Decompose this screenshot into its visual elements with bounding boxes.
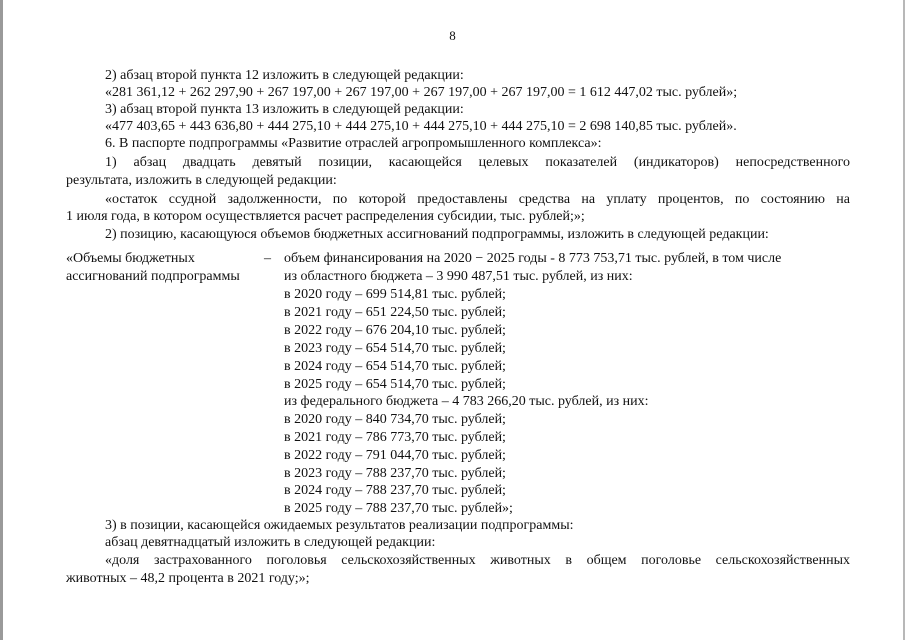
table-row: в 2024 году – 788 237,70 тыс. рублей; [284, 483, 506, 498]
section-heading: 6. В паспорте подпрограммы «Развитие отраслей агропромышленного комплекса»: [105, 136, 602, 151]
paragraph: 2) позицию, касающуюся объемов бюджетных ассигнований подпрограммы, изложить в следующей редакции: [105, 227, 769, 242]
paragraph: животных – 48,2 процента в 2021 году;»; [66, 571, 310, 586]
paragraph: абзац девятнадцатый изложить в следующей редакции: [105, 535, 436, 550]
table-row: в 2025 году – 788 237,70 тыс. рублей»; [284, 501, 513, 516]
page-edge-left [0, 0, 3, 640]
table-row: в 2024 году – 654 514,70 тыс. рублей; [284, 359, 506, 374]
paragraph: «остаток ссудной задолженности, по которой предоставлены средства на уплату процентов, по состоянию на [105, 192, 850, 207]
paragraph: 3) в позиции, касающейся ожидаемых результатов реализации подпрограммы: [105, 518, 574, 533]
table-dash: – [264, 251, 271, 266]
page-number: 8 [449, 28, 456, 43]
table-label: «Объемы бюджетных [66, 251, 195, 266]
table-row: в 2025 году – 654 514,70 тыс. рублей; [284, 377, 506, 392]
table-row: из федерального бюджета – 4 783 266,20 тыс. рублей, из них: [284, 394, 649, 409]
paragraph: «доля застрахованного поголовья сельскохозяйственных животных в общем поголовье сельскохозяйственных [105, 553, 850, 568]
table-row: в 2022 году – 676 204,10 тыс. рублей; [284, 323, 506, 338]
paragraph: результата, изложить в следующей редакции: [66, 173, 337, 188]
table-row: в 2023 году – 654 514,70 тыс. рублей; [284, 341, 506, 356]
table-row: объем финансирования на 2020 − 2025 годы - 8 773 753,71 тыс. рублей, в том числе [284, 251, 782, 266]
paragraph: 3) абзац второй пункта 13 изложить в следующей редакции: [105, 102, 464, 117]
table-label: ассигнований подпрограммы [66, 269, 240, 284]
paragraph: 2) абзац второй пункта 12 изложить в следующей редакции: [105, 68, 464, 83]
table-row: в 2020 году – 699 514,81 тыс. рублей; [284, 287, 506, 302]
paragraph: 1 июля года, в котором осуществляется расчет распределения субсидии, тыс. рублей;»; [66, 209, 585, 224]
paragraph: «477 403,65 + 443 636,80 + 444 275,10 + 444 275,10 + 444 275,10 + 444 275,10 = 2 698 140,85 тыс. рублей». [105, 119, 737, 134]
table-row: в 2023 году – 788 237,70 тыс. рублей; [284, 466, 506, 481]
table-row: из областного бюджета – 3 990 487,51 тыс. рублей, из них: [284, 269, 633, 284]
table-row: в 2020 году – 840 734,70 тыс. рублей; [284, 412, 506, 427]
paragraph: «281 361,12 + 262 297,90 + 267 197,00 + 267 197,00 + 267 197,00 + 267 197,00 = 1 612 447,02 тыс. рублей»; [105, 85, 738, 100]
paragraph: 1) абзац двадцать девятый позиции, касающейся целевых показателей (индикаторов) непосредственного [105, 155, 850, 170]
table-row: в 2021 году – 786 773,70 тыс. рублей; [284, 430, 506, 445]
table-row: в 2021 году – 651 224,50 тыс. рублей; [284, 305, 506, 320]
table-row: в 2022 году – 791 044,70 тыс. рублей; [284, 448, 506, 463]
